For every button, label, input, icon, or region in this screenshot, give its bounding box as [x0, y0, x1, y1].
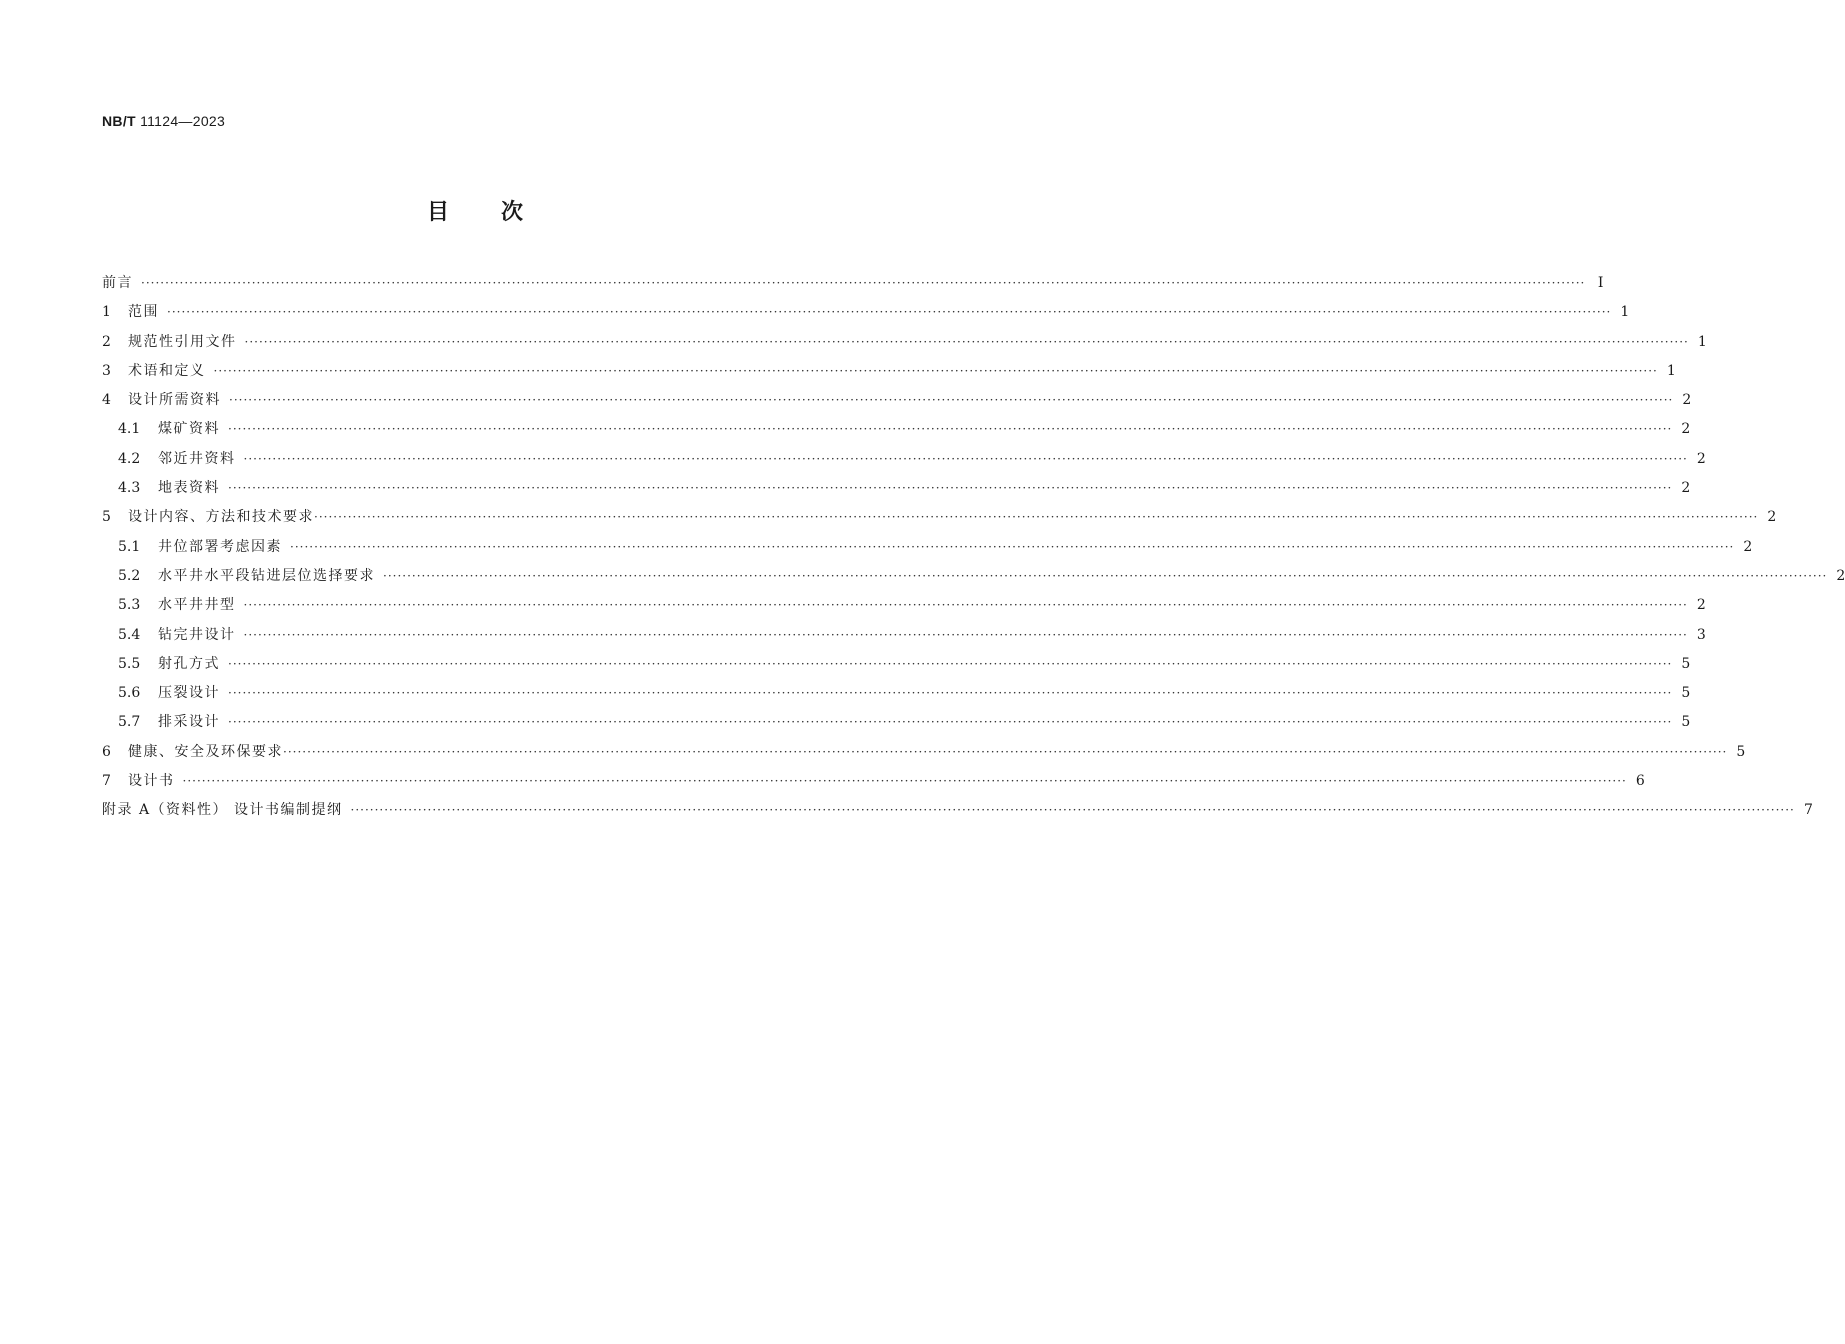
- toc-entry-page: 5: [1681, 685, 1691, 702]
- toc-entry-number: 5.7: [118, 714, 141, 731]
- toc-entry[interactable]: [102, 682, 1691, 711]
- toc-entry-title: 设计所需资料: [128, 392, 221, 409]
- toc-entry-title: 附录 A（资料性） 设计书编制提纲: [102, 802, 343, 819]
- toc-entry[interactable]: [102, 360, 1676, 389]
- toc-entry-page: 7: [1803, 802, 1813, 819]
- toc-entry-page: 1: [1697, 333, 1707, 350]
- toc-entry[interactable]: [102, 272, 1604, 301]
- toc-entry-number: 3: [102, 362, 111, 379]
- toc-entry[interactable]: [102, 624, 1706, 653]
- toc-entry-title: 井位部署考虑因素: [158, 538, 282, 555]
- toc-entry-page: 2: [1681, 480, 1691, 497]
- toc-entry-page: 2: [1767, 509, 1777, 526]
- toc-leader-dots: ············································································································································································································································································································: [290, 539, 1735, 554]
- toc-entry[interactable]: [102, 301, 1630, 330]
- toc-entry-page: 5: [1681, 714, 1691, 731]
- toc-leader-dots: ············································································································································································································································································································: [229, 393, 1674, 408]
- toc-entry-page: 2: [1696, 597, 1706, 614]
- toc-entry-title: 规范性引用文件: [128, 333, 237, 350]
- toc-leader-dots: ············································································································································································································································································································: [182, 774, 1627, 789]
- toc-entry-number: 5.3: [118, 597, 141, 614]
- toc-entry-title: 邻近井资料: [158, 450, 236, 467]
- toc-entry-title: 术语和定义: [128, 362, 206, 379]
- standard-code: [102, 113, 225, 129]
- toc-entry-title: 水平井水平段钻进层位选择要求: [158, 567, 375, 584]
- toc-entry-page: Ⅰ: [1597, 275, 1604, 291]
- toc-entry-page: 5: [1736, 743, 1746, 760]
- toc-entry-page: 2: [1681, 421, 1691, 438]
- toc-entry-number: 4.1: [118, 421, 141, 438]
- toc-entry-title: 煤矿资料: [158, 421, 220, 438]
- toc-entry-title: 设计书: [128, 773, 175, 790]
- toc-leader-dots: ············································································································································································································································································································: [228, 481, 1673, 496]
- toc-entry-page: 1: [1666, 362, 1676, 379]
- toc-entry-number: 5.4: [118, 626, 141, 643]
- toc-entry-page: 2: [1682, 392, 1692, 409]
- toc-leader-dots: ············································································································································································································································································································: [314, 510, 1759, 525]
- toc-entry[interactable]: [102, 536, 1753, 565]
- toc-entry[interactable]: [102, 799, 1813, 828]
- toc-entry-page: 2: [1836, 567, 1845, 584]
- toc-entry-title: 健康、安全及环保要求: [128, 743, 283, 760]
- toc-leader-dots: ············································································································································································································································································································: [167, 305, 1612, 320]
- toc-entry[interactable]: [102, 506, 1777, 535]
- toc-entry[interactable]: [102, 477, 1691, 506]
- toc-entry-number: 6: [102, 743, 111, 760]
- toc-entry-number: 4: [102, 392, 111, 409]
- page-title: 目次: [426, 200, 575, 225]
- toc-entry[interactable]: [102, 741, 1746, 770]
- toc-entry-number: 2: [102, 333, 111, 350]
- toc-leader-dots: ············································································································································································································································································································: [228, 422, 1673, 437]
- toc-leader-dots: ············································································································································································································································································································: [228, 656, 1673, 671]
- toc-entry-number: 7: [102, 773, 111, 790]
- toc-entry-number: 5.6: [118, 685, 141, 702]
- toc-entry-title: 排采设计: [158, 714, 220, 731]
- toc-leader-dots: ············································································································································································································································································································: [243, 598, 1688, 613]
- toc-leader-dots: ············································································································································································································································································································: [350, 803, 1795, 818]
- toc-entry-title: 前言: [102, 275, 133, 291]
- toc-entry[interactable]: [102, 418, 1691, 447]
- toc-entry-number: 5.5: [118, 655, 141, 672]
- toc-entry[interactable]: [102, 565, 1845, 594]
- toc-entry-title: 钻完井设计: [158, 626, 236, 643]
- toc-entry-number: 5.1: [118, 538, 141, 555]
- toc-entry-page: 3: [1696, 626, 1706, 643]
- toc-entry-page: 2: [1743, 538, 1753, 555]
- toc-entry-number: 5: [102, 509, 111, 526]
- toc-leader-dots: ············································································································································································································································································································: [141, 276, 1586, 290]
- toc-entry[interactable]: [102, 331, 1707, 360]
- standard-code-number: 11124—2023: [140, 113, 226, 129]
- toc-entry-title: 地表资料: [158, 480, 220, 497]
- toc-entry-number: 4.3: [118, 480, 141, 497]
- toc-leader-dots: ············································································································································································································································································································: [243, 627, 1688, 642]
- toc-leader-dots: ············································································································································································································································································································: [243, 451, 1688, 466]
- toc-entry-page: 5: [1681, 655, 1691, 672]
- toc-entry-title: 压裂设计: [158, 685, 220, 702]
- toc-entry-page: 6: [1635, 773, 1645, 790]
- toc-leader-dots: ············································································································································································································································································································: [228, 715, 1673, 730]
- toc-entry-title: 射孔方式: [158, 655, 220, 672]
- toc-entry-title: 水平井井型: [158, 597, 236, 614]
- table-of-contents: [102, 272, 1845, 829]
- toc-entry[interactable]: [102, 594, 1706, 623]
- toc-entry-number: 1: [102, 304, 111, 321]
- toc-entry[interactable]: [102, 711, 1691, 740]
- toc-entry[interactable]: [102, 770, 1645, 799]
- toc-entry-number: 5.2: [118, 567, 141, 584]
- toc-entry[interactable]: [102, 448, 1706, 477]
- toc-entry-page: 1: [1620, 304, 1630, 321]
- toc-entry-page: 2: [1696, 450, 1706, 467]
- toc-entry[interactable]: [102, 653, 1691, 682]
- toc-leader-dots: ············································································································································································································································································································: [244, 334, 1689, 349]
- toc-entry[interactable]: [102, 389, 1692, 418]
- standard-code-prefix: NB/T: [102, 113, 136, 129]
- toc-entry-title: 设计内容、方法和技术要求: [128, 509, 314, 526]
- toc-leader-dots: ············································································································································································································································································································: [213, 363, 1658, 378]
- toc-leader-dots: ············································································································································································································································································································: [228, 686, 1673, 701]
- toc-leader-dots: ············································································································································································································································································································: [383, 568, 1828, 583]
- toc-entry-number: 4.2: [118, 450, 141, 467]
- toc-entry-title: 范围: [128, 304, 159, 321]
- toc-leader-dots: ············································································································································································································································································································: [283, 744, 1728, 759]
